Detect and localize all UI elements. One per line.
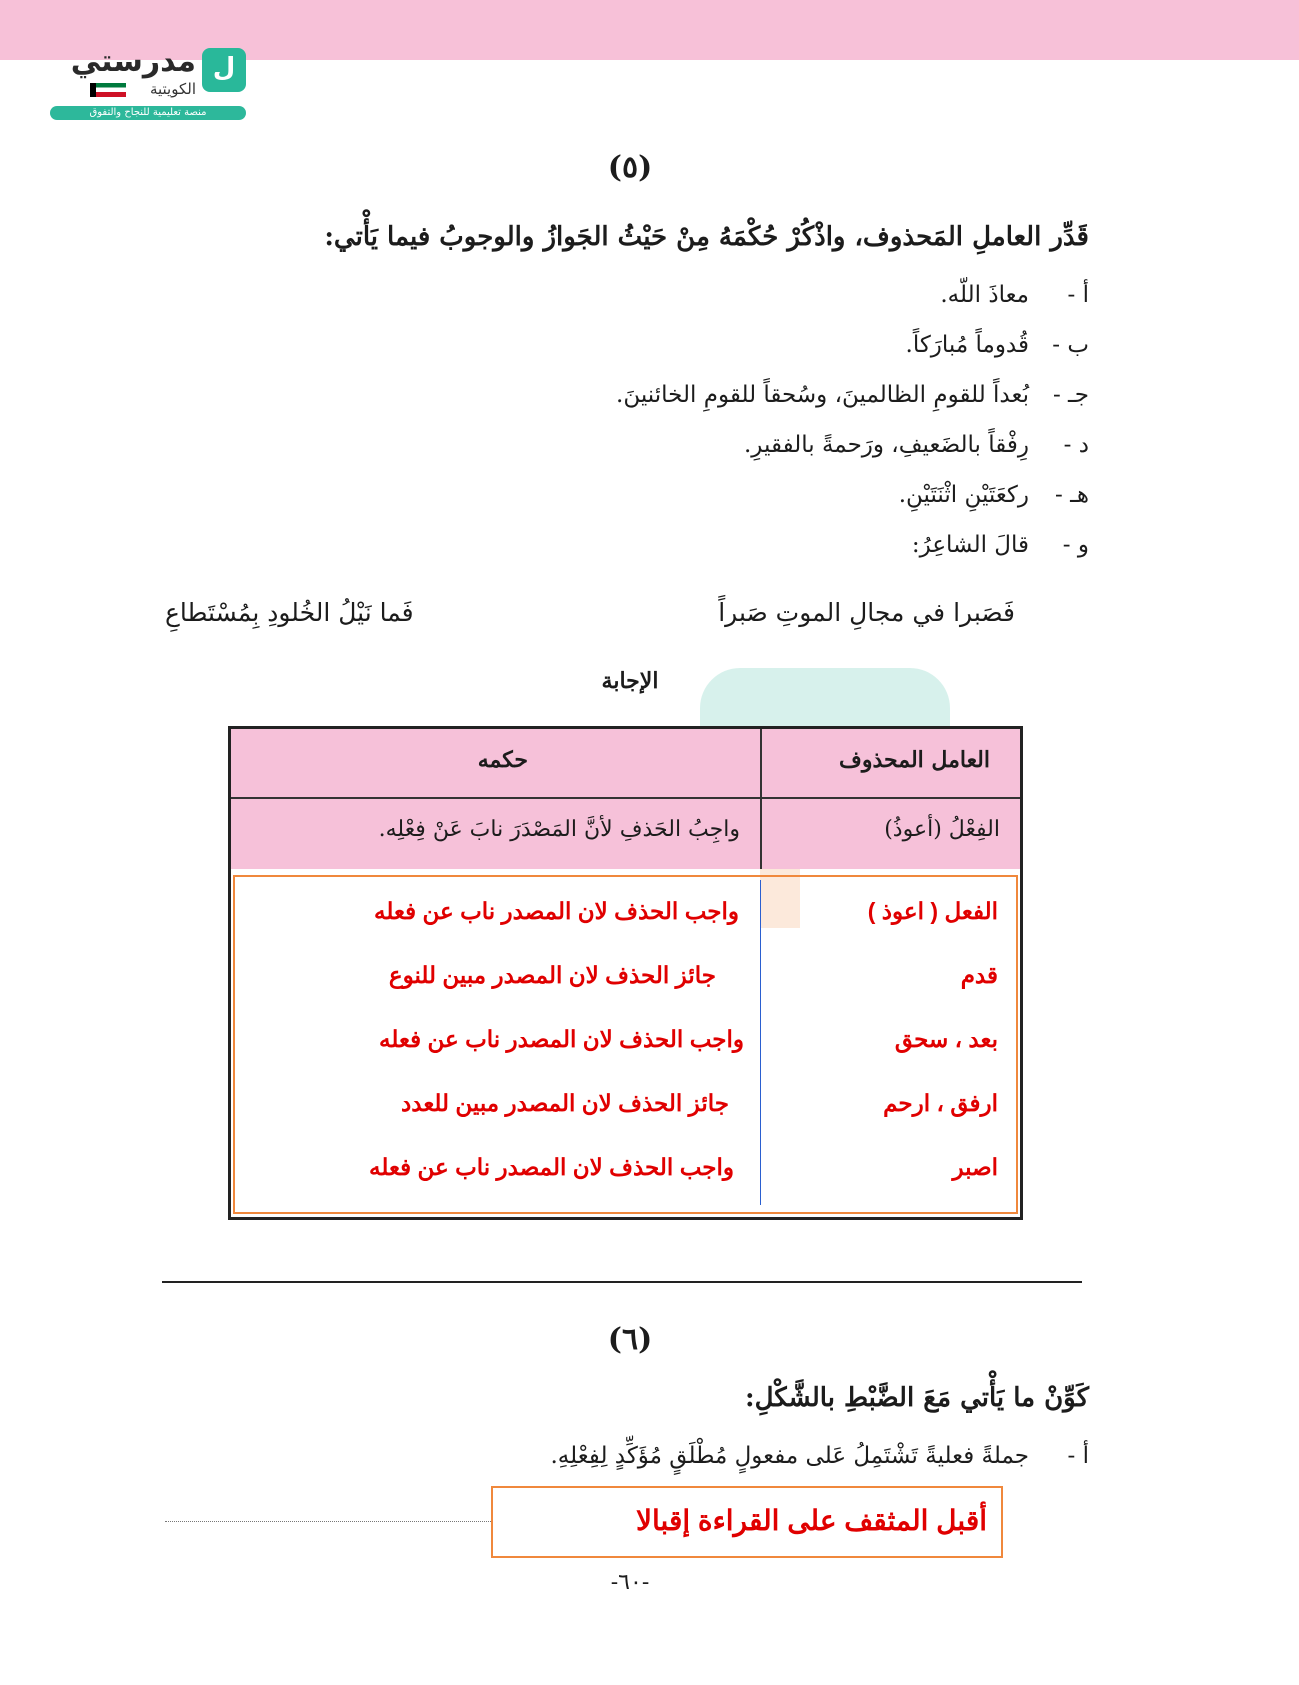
item-text: بُعداً للقومِ الظالمينَ، وسُحقاً للقومِ الخائنينَ. [616,382,1029,408]
answer-col2: واجب الحذف لان المصدر ناب عن فعله [379,1026,744,1052]
answer-col2: واجب الحذف لان المصدر ناب عن فعله [369,1154,734,1180]
item-text: قالَ الشاعِرُ: [911,532,1029,558]
answer-dotted-line [165,1521,493,1522]
row-divider [231,797,1020,799]
list-item [616,382,1089,408]
answer-col1: ارفق ، ارحم [883,1090,998,1116]
logo-name: مدرستي [70,44,196,79]
list-item [550,1443,1089,1469]
list-item [940,282,1089,308]
list-item [906,332,1089,358]
example-col2: واجِبُ الحَذفِ لأنَّ المَصْدَرَ نابَ عَنْ فِعْلِه. [378,817,740,842]
item-text: ركعَتَيْنِ اثْنَتَيْنِ. [898,482,1029,508]
logo-badge-icon: ل [202,48,246,92]
verse-first-hemistich: فَصَبرا في مجالِ الموتِ صَبراً [718,598,1015,627]
kuwait-flag-icon [90,83,126,97]
answer-col1: الفعل ( اعوذ ) [867,898,998,924]
answer-column-divider [760,880,761,1205]
item-label: ب - [1052,332,1089,358]
list-item [899,482,1089,508]
item-label: أ - [1067,1443,1089,1469]
answer-col1: اصبر [952,1154,998,1180]
item-label: هـ - [1055,482,1089,508]
section-6-answer-box [491,1486,1003,1558]
answer-col2: جائز الحذف لان المصدر مبين للنوع [388,962,716,988]
section-6-answer: أقبل المثقف على القراءة إقبالا [636,1505,987,1536]
section-divider [162,1281,1082,1283]
section-5-question: قَدِّر العاملِ المَحذوف، واذْكُرْ حُكْمَهُ مِنْ حَيْثُ الجَوازُ والوجوبُ فيما يَأْتي: [324,222,1089,252]
section-5-number: (٥) [607,150,653,185]
example-col1: الفِعْلُ (أعوذُ) [884,817,1000,842]
item-text: جملةً فعليةً تَشْتَمِلُ عَلى مفعولٍ مُطْلَقٍ مُؤَكِّدٍ لِفِعْلِهِ. [550,1443,1029,1469]
page-number: -٦٠- [610,1570,650,1595]
poem-verse [165,598,1015,627]
site-logo[interactable] [50,40,250,124]
list-item [912,532,1089,558]
item-label: و - [1062,532,1089,558]
logo-subtitle: الكويتية [149,80,196,98]
item-label: جـ - [1052,382,1089,408]
item-label: أ - [1067,282,1089,308]
answer-col2: جائز الحذف لان المصدر مبين للعدد [401,1090,729,1116]
answer-heading: الإجابة [601,668,659,694]
logo-tagline: منصة تعليمية للنجاح والتفوق [50,106,246,120]
section-6-question: كَوِّنْ ما يَأْتي مَعَ الضَّبْطِ بالشَّكْلِ: [745,1383,1089,1413]
header-col2: حكمه [477,747,528,773]
item-label: د - [1063,432,1089,458]
section-6-number: (٦) [607,1322,653,1357]
verse-second-hemistich: فَما نَيْلُ الخُلودِ بِمُسْتَطاعِ [165,598,414,627]
answer-col1: بعد ، سحق [894,1026,998,1052]
item-text: قُدوماً مُبارَكاً. [905,332,1029,358]
header-col1: العامل المحذوف [839,747,990,773]
answer-col2: واجب الحذف لان المصدر ناب عن فعله [374,898,739,924]
list-item [744,432,1089,458]
item-text: معاذَ اللّه. [940,282,1029,308]
column-divider [760,729,762,869]
answer-col1: قدم [960,962,998,988]
item-text: رِفْقاً بالضَعيفِ، ورَحمةً بالفقيرِ. [744,432,1029,458]
